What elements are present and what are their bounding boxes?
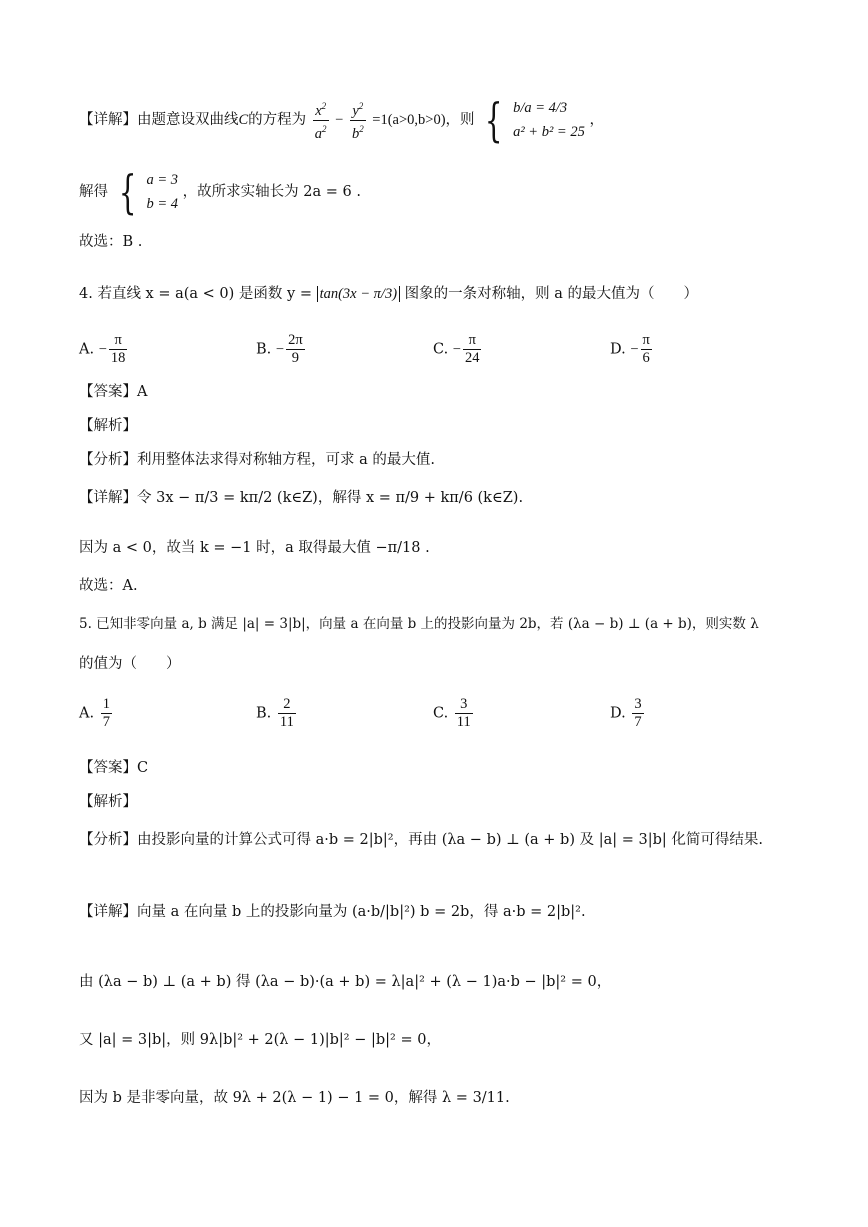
- option-a: [79, 332, 129, 367]
- option-fraction: $\frac{2\pi}{9}$: [288, 332, 303, 366]
- option-a: [79, 696, 114, 731]
- brace: {: [485, 93, 503, 147]
- text: ，故所求实轴长为 2a = 6 .: [182, 184, 361, 200]
- q4-answer: 【答案】A: [79, 384, 148, 400]
- system-eq-1: a = 3: [146, 172, 179, 188]
- option-c: [433, 696, 475, 731]
- system-1: [513, 96, 585, 144]
- option-sign: −: [98, 341, 107, 358]
- option-b: [256, 696, 298, 731]
- system-2: [147, 168, 179, 216]
- q4-because: 因为 a < 0，故当 k = −1 时，a 取得最大值 −π/18 .: [79, 540, 430, 556]
- q4-fenxi: 【分析】利用整体法求得对称轴方程，可求 a 的最大值.: [79, 452, 435, 468]
- option-b: [256, 332, 307, 367]
- condition: =1(a>0,b>0)，则: [372, 112, 475, 128]
- option-fraction: $\frac{\pi}{6}$: [642, 332, 650, 366]
- q4-stem-text: 4. 若直线 x = a(a < 0) 是函数 y =: [79, 286, 312, 302]
- detail-line-hyperbola: 【详解】由题意设双曲线C的方程为 $\frac{x^2}{a^2}$ − $\frac{y^2}{b^2}$ =1(a>0,b>0)，则 { b/a = 4/3 a² + b² = 25 ，: [79, 93, 604, 147]
- option-letter: B.: [256, 705, 276, 722]
- option-fraction: $\frac{\pi}{18}$: [110, 332, 126, 366]
- q4-function: tan(3x − π/3): [317, 286, 400, 302]
- select-line: 故选：B .: [79, 234, 143, 250]
- text: 的方程为: [248, 112, 307, 128]
- option-fraction: $\frac{2}{11}$: [279, 696, 294, 730]
- option-sign: −: [452, 341, 461, 358]
- q5-step3: 因为 b 是非零向量，故 9λ + 2(λ − 1) − 1 = 0，解得 λ = 3/11.: [79, 1090, 510, 1106]
- system-eq-2: b = 4: [146, 196, 179, 212]
- var-c: C: [238, 112, 249, 128]
- q4-select: 故选：A.: [79, 578, 138, 594]
- q5-xiangjie: 【详解】向量 a 在向量 b 上的投影向量为 (a·b/|b|²) b = 2b，得 a·b = 2|b|².: [79, 904, 586, 920]
- option-sign: −: [275, 341, 285, 358]
- option-letter: D.: [610, 341, 631, 358]
- q5-stem: 5. 已知非零向量 a, b 满足 |a| = 3|b|，向量 a 在向量 b 上的投影向量为 2b，若 (λa − b) ⊥ (a + b)，则实数 λ: [79, 616, 759, 632]
- text: ，: [589, 112, 604, 128]
- option-d: [610, 332, 654, 367]
- frac-x2a2: $\frac{x^2}{a^2}$: [313, 98, 329, 143]
- q4-stem: [79, 284, 698, 304]
- system-eq-1: b/a = 4/3: [513, 100, 568, 116]
- q4-stem-text-2: 图象的一条对称轴，则 a 的最大值为（ ）: [404, 286, 699, 302]
- option-letter: C.: [433, 705, 453, 722]
- option-letter: D.: [610, 705, 631, 722]
- q5-fenxi: 【分析】由投影向量的计算公式可得 a·b = 2|b|²，再由 (λa − b) ⊥ (a + b) 及 |a| = 3|b| 化简可得结果.: [79, 832, 763, 848]
- option-letter: A.: [79, 341, 99, 358]
- q4-jiexi: 【解析】: [79, 418, 137, 434]
- option-c: [433, 332, 483, 367]
- q5-stem-2: 的值为（ ）: [79, 656, 181, 672]
- text: 解得: [79, 184, 108, 200]
- option-sign: −: [630, 341, 639, 358]
- q5-jiexi: 【解析】: [79, 794, 137, 810]
- option-d: [610, 696, 646, 731]
- q4-xiangjie: 【详解】令 3x − π/3 = kπ/2 (k∈Z)，解得 x = π/9 + kπ/6 (k∈Z).: [79, 490, 524, 506]
- text: 【详解】由题意设双曲线: [79, 112, 239, 128]
- option-fraction: $\frac{3}{7}$: [634, 696, 642, 730]
- option-fraction: $\frac{3}{11}$: [456, 696, 471, 730]
- system-eq-2: a² + b² = 25: [513, 124, 585, 140]
- q5-step1: 由 (λa − b) ⊥ (a + b) 得 (λa − b)·(a + b) = λ|a|² + (λ − 1)a·b − |b|² = 0，: [79, 974, 612, 990]
- option-letter: C.: [433, 341, 453, 358]
- option-letter: B.: [256, 341, 276, 358]
- q5-step2: 又 |a| = 3|b|，则 9λ|b|² + 2(λ − 1)|b|² − |b|² = 0，: [79, 1032, 441, 1048]
- option-fraction: $\frac{\pi}{24}$: [464, 332, 480, 366]
- brace: {: [118, 165, 137, 219]
- frac-y2b2: $\frac{y^2}{b^2}$: [350, 98, 366, 143]
- option-letter: A.: [79, 705, 99, 722]
- option-fraction: $\frac{1}{7}$: [102, 696, 110, 730]
- solve-line: [79, 165, 361, 219]
- q5-answer: 【答案】C: [79, 760, 149, 776]
